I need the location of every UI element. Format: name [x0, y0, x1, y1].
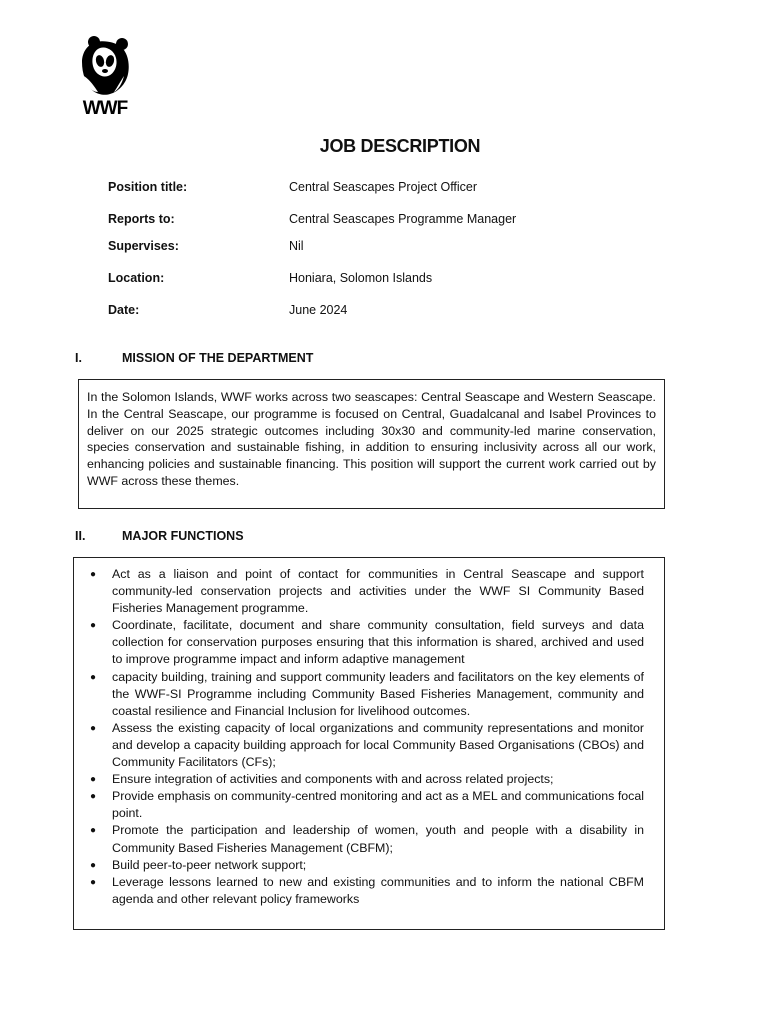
bullet-icon: ●: [90, 722, 97, 734]
list-item: [90, 669, 644, 720]
field-label: Supervises:: [108, 239, 179, 253]
list-item-text: capacity building, training and support community leaders and facilitators on the key elements of the WWF-SI Programme including Community Based Fisheries Management, community and coastal resilience and Financial Inclusion for livelihood outcomes.: [112, 669, 644, 718]
field-label: Location:: [108, 271, 165, 285]
wwf-logo: [74, 34, 136, 118]
field-label: Date:: [108, 303, 140, 317]
list-item-text: Act as a liaison and point of contact for communities in Central Seascape and support community-led conservation projects and activities under the WWF SI Community Based Fisheries Management programme.: [112, 567, 644, 616]
list-item: [90, 857, 644, 874]
list-item: [90, 788, 644, 822]
list-item-text: Provide emphasis on community-centred monitoring and act as a MEL and communications focal point.: [112, 789, 644, 821]
list-item: [90, 822, 644, 856]
list-item-text: Assess the existing capacity of local organizations and community representations and monitor and develop a capacity building approach for local Community Based Organisations (CBOs) and Community Facilitators (CFs);: [112, 720, 644, 770]
functions-box: [73, 557, 665, 930]
field-value: Honiara, Solomon Islands: [289, 271, 433, 285]
bullet-icon: ●: [90, 825, 97, 837]
svg-text:WWF: WWF: [82, 98, 128, 118]
mission-text: In the Solomon Islands, WWF works across two seascapes: Central Seascape and Western Seascape. In the Central Seascape, our programme is focused on Central, Guadalcanal and Isabel Provinces to deliver on our 2025 strategic outcomes including 30x30 and community-led marine conservation, species conservation and sustainable fishing, in addition to ensuring inclusivity across all our work, enhancing policies and sustainable financing. This position will support the current work carried out by WWF across these themes.: [87, 390, 656, 488]
bullet-icon: ●: [90, 876, 97, 888]
section-title-functions: MAJOR FUNCTIONS: [122, 529, 244, 543]
field-value: Central Seascapes Programme Manager: [289, 212, 517, 226]
list-item: [90, 566, 644, 617]
bullet-icon: ●: [90, 859, 97, 871]
list-item-text: Build peer-to-peer network support;: [112, 857, 307, 872]
bullet-icon: ●: [90, 620, 97, 632]
bullet-icon: ●: [90, 774, 97, 786]
mission-box: [78, 379, 665, 509]
document-title: JOB DESCRIPTION: [319, 136, 481, 156]
field-value: Nil: [289, 239, 304, 253]
panda-logo-icon: [74, 34, 136, 118]
list-item: [90, 720, 644, 771]
section-number: II.: [75, 529, 86, 543]
list-item-text: Coordinate, facilitate, document and share community consultation, field surveys and data collection for conservation purposes ensuring that this information is shared, archived and used to improve programme impact and inform adaptive management: [112, 618, 644, 667]
functions-list: [90, 566, 644, 908]
list-item-text: Promote the participation and leadership of women, youth and people with a disability in Community Based Fisheries Management (CBFM);: [112, 823, 644, 855]
field-value: June 2024: [289, 303, 348, 317]
bullet-icon: ●: [90, 671, 97, 683]
field-label: Position title:: [108, 180, 188, 194]
bullet-icon: ●: [90, 791, 97, 803]
list-item-text: Ensure integration of activities and components with and across related projects;: [112, 772, 554, 787]
section-title-mission: MISSION OF THE DEPARTMENT: [122, 351, 314, 365]
section-number: I.: [75, 351, 82, 365]
bullet-icon: ●: [90, 569, 97, 580]
list-item: [90, 771, 644, 788]
list-item-text: Leverage lessons learned to new and existing communities and to inform the national CBFM agenda and other relevant policy frameworks: [112, 874, 644, 906]
field-value: Central Seascapes Project Officer: [289, 180, 478, 194]
list-item: [90, 617, 644, 668]
field-label: Reports to:: [108, 212, 175, 226]
list-item: [90, 874, 644, 908]
